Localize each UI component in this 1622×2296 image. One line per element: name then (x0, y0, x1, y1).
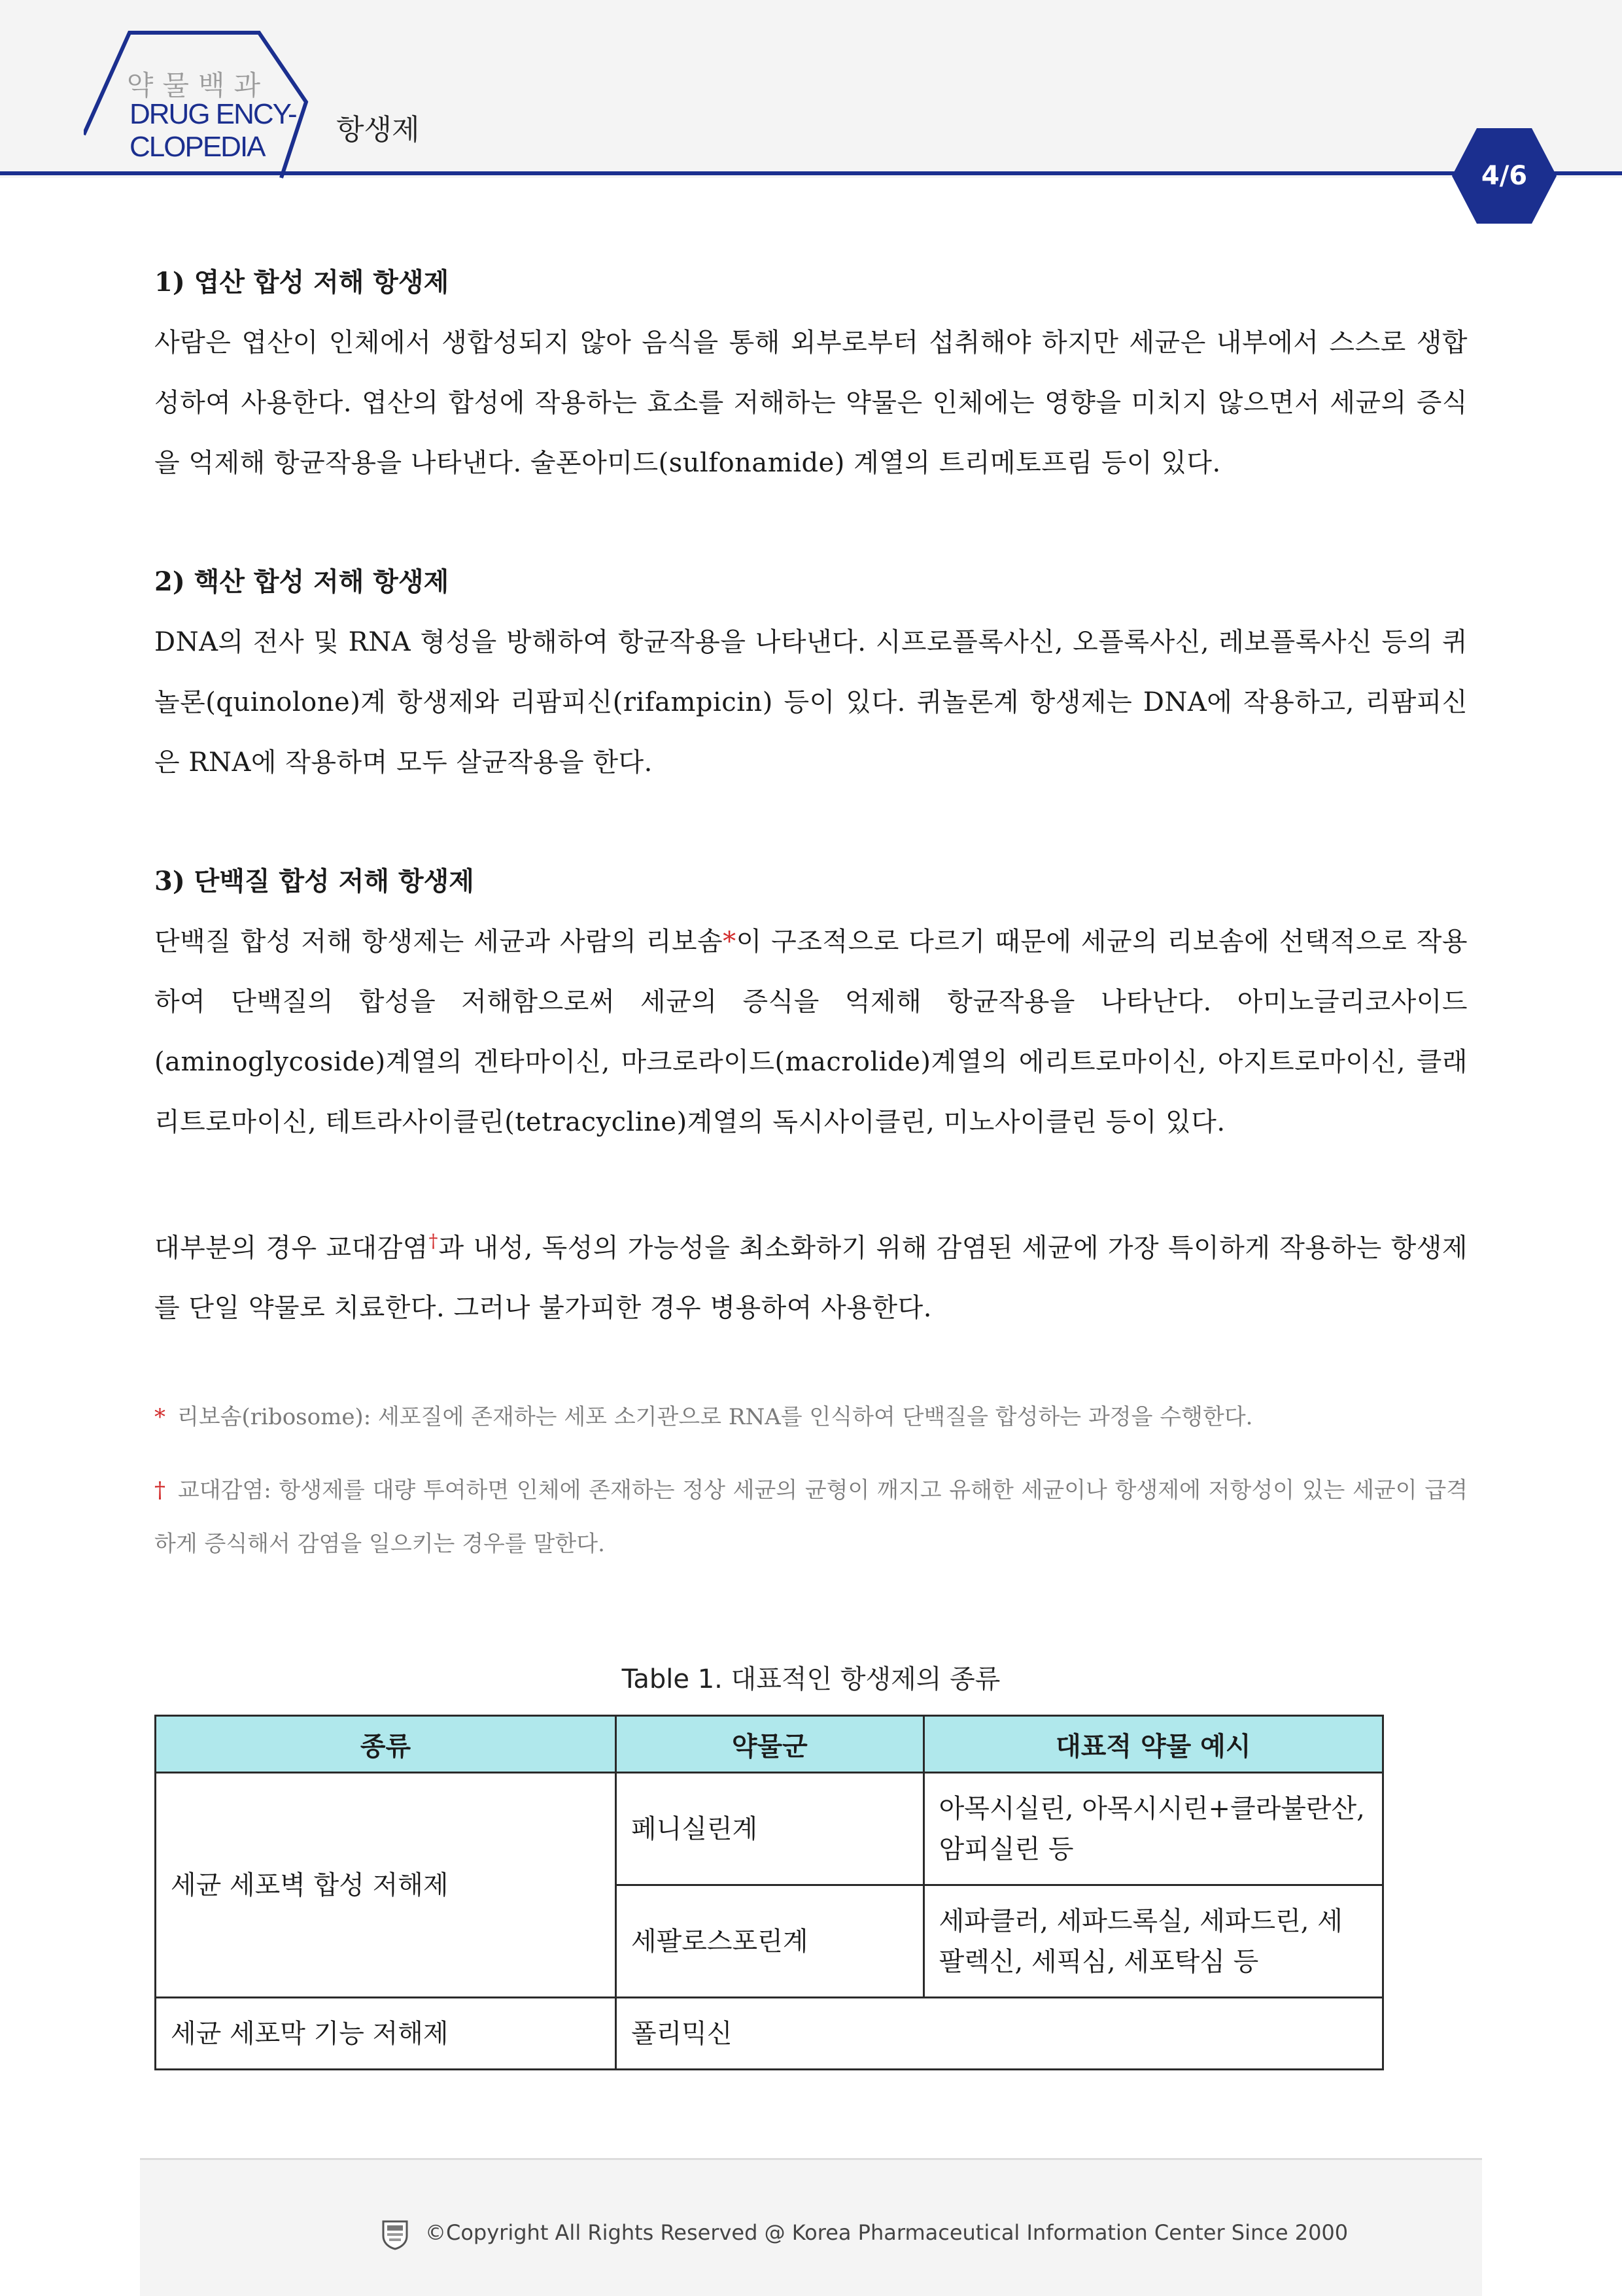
cell-drug-class: 폴리믹신 (615, 1998, 1383, 2070)
logo-korean-text: 약물백과 (126, 69, 270, 101)
column-header-drug-class: 약물군 (615, 1716, 923, 1773)
cell-drug-class: 세팔로스포린계 (615, 1885, 923, 1998)
page-footer (140, 2158, 1482, 2296)
cell-drug-class: 페니실린계 (615, 1773, 923, 1885)
footnotes (154, 1390, 1468, 1571)
page-number-badge (1451, 127, 1558, 225)
cell-type: 세균 세포벽 합성 저해제 (156, 1773, 616, 1998)
section-title: 1) 엽산 합성 저해 항생제 (154, 267, 449, 298)
footnote-text: 교대감염: 항생제를 대량 투여하면 인체에 존재하는 정상 세균의 균형이 깨지고 유해한 세균이나 항생제에 저항성이 있는 세균이 급격하게 증식해서 감염을 일으키는 경우를 말한다. (154, 1477, 1468, 1558)
table-row (156, 1998, 1383, 2070)
table-row (156, 1773, 1383, 1885)
section-protein-synthesis-inhibitors (154, 851, 1468, 1152)
section-folate-inhibitors (154, 252, 1468, 493)
footnote-text: 리보솜(ribosome): 세포질에 존재하는 세포 소기관으로 RNA를 인식하여 단백질을 합성하는 과정을 수행한다. (177, 1404, 1253, 1431)
footnote-mark: * (154, 1404, 165, 1431)
logo-english-text (129, 98, 300, 163)
antibiotic-types-table (154, 1715, 1384, 2070)
document-title: 항생제 (336, 113, 420, 146)
column-header-examples: 대표적 약물 예시 (923, 1716, 1383, 1773)
section-title: 3) 단백질 합성 저해 항생제 (154, 866, 474, 897)
summary-section (154, 1211, 1468, 1338)
paragraph-text: 과 내성, 독성의 가능성을 최소화하기 위해 감염된 세균에 가장 특이하게 작용하는 항생제를 단일 약물로 치료한다. 그러나 불가피한 경우 병용하여 사용한다. (154, 1233, 1468, 1324)
drug-encyclopedia-logo (84, 30, 313, 179)
summary-paragraph (154, 1211, 1468, 1338)
logo-english-line1: DRUG ENCY- (129, 98, 296, 130)
section-nucleic-acid-inhibitors (154, 552, 1468, 793)
footnote-ribosome (154, 1390, 1468, 1444)
column-header-type: 종류 (156, 1716, 616, 1773)
kpic-seal-icon (381, 2219, 409, 2250)
table-header-row (156, 1716, 1383, 1773)
footnote-mark-asterisk: * (723, 927, 736, 957)
footnote-mark: † (154, 1477, 166, 1504)
paragraph-text: 단백질 합성 저해 항생제는 세균과 사람의 리보솜 (154, 927, 723, 957)
document-body (154, 252, 1468, 1590)
cell-examples: 아목시실린, 아목시시린+클라불란산, 암피실린 등 (923, 1773, 1383, 1885)
footnote-mark-dagger: † (428, 1230, 439, 1252)
header-divider (0, 171, 1622, 175)
copyright-text: ©Copyright All Rights Reserved @ Korea Pharmaceutical Information Center Since 2000 (425, 2220, 1349, 2245)
logo-english-line2: CLOPEDIA (129, 131, 265, 163)
page-header (0, 0, 1622, 178)
section-paragraph: 사람은 엽산이 인체에서 생합성되지 않아 음식을 통해 외부로부터 섭취해야 하지만 세균은 내부에서 스스로 생합성하여 사용한다. 엽산의 합성에 작용하는 효소를 저해하는 약물은 인체에는 영향을 미치지 않으면서 세균의 증식을 억제해 항균작용을 나타낸다. 술폰아미드(sulfonamide) 계열의 트리메토프림 등이 있다. (154, 328, 1468, 478)
paragraph-text: 이 구조적으로 다르기 때문에 세균의 리보솜에 선택적으로 작용하여 단백질의 합성을 저해함으로써 세균의 증식을 억제해 항균작용을 나타난다. 아미노글리코사이드(aminoglycoside)계열의 겐타마이신, 마크로라이드(macrolide)계열의 에리트로마이신, 아지트로마이신, 클래리트로마이신, 테트라사이클린(tetracycline)계열의 독시사이클린, 미노사이클린 등이 있다. (154, 927, 1468, 1137)
section-title: 2) 핵산 합성 저해 항생제 (154, 566, 449, 597)
cell-type: 세균 세포막 기능 저해제 (156, 1998, 616, 2070)
section-paragraph (154, 912, 1468, 1152)
page-indicator: 4/6 (1481, 161, 1528, 191)
table-caption: Table 1. 대표적인 항생제의 종류 (621, 1664, 1001, 1694)
cell-examples: 세파클러, 세파드록실, 세파드린, 세팔렉신, 세픽심, 세포탁심 등 (923, 1885, 1383, 1998)
paragraph-text: 대부분의 경우 교대감염 (154, 1233, 428, 1263)
footnote-superinfection (154, 1464, 1468, 1571)
section-paragraph: DNA의 전사 및 RNA 형성을 방해하여 항균작용을 나타낸다. 시프로플록사신, 오플록사신, 레보플록사신 등의 퀴놀론(quinolone)계 항생제와 리팜피신(rifampicin) 등이 있다. 퀴놀론계 항생제는 DNA에 작용하고, 리팜피신은 RNA에 작용하며 모두 살균작용을 한다. (154, 627, 1468, 778)
